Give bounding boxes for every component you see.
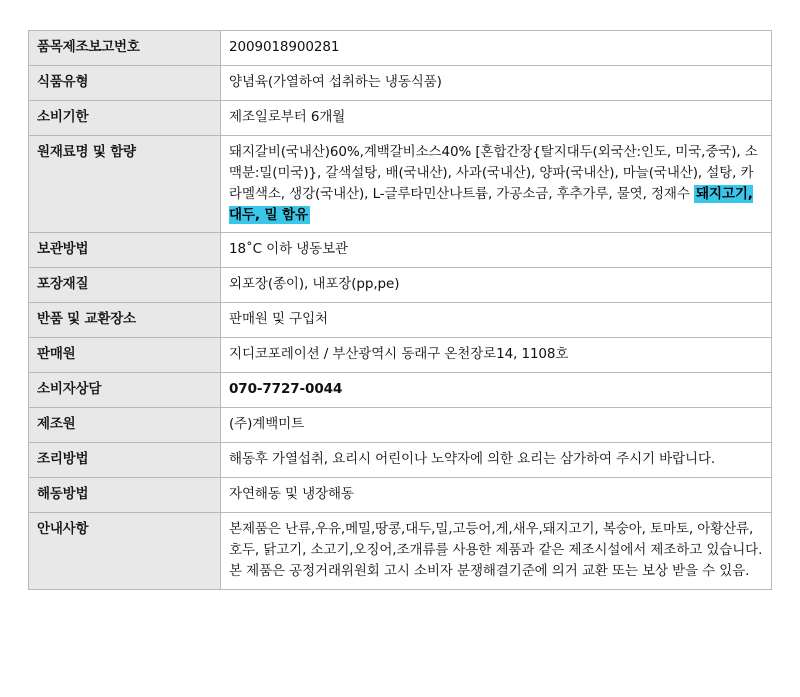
product-info-table xyxy=(28,30,772,590)
row-label-notice: 안내사항 xyxy=(29,512,221,589)
row-label-thawing-method: 해동방법 xyxy=(29,477,221,512)
row-label-item-report-number: 품목제조보고번호 xyxy=(29,31,221,66)
row-value-ingredients xyxy=(221,135,772,233)
ingredients-text: 돼지갈비(국내산)60%,계백갈비소스40% [혼합간장{탈지대두(외국산:인도, 미국,중국), 소맥분:밀(미국)}, 갈색설탕, 배(국내산), 사과(국내산), 양파(국내산), 마늘(국내산), 설탕, 카라멜색소, 생강(국내산), L-글루타민산나트륨, 가공소금, 후추가루, 물엿, 정재수 xyxy=(229,143,758,202)
row-label-cooking-method: 조리방법 xyxy=(29,442,221,477)
table-row xyxy=(29,65,772,100)
row-label-seller: 판매원 xyxy=(29,338,221,373)
row-value-item-report-number: 2009018900281 xyxy=(221,31,772,66)
table-row xyxy=(29,233,772,268)
row-value-notice xyxy=(221,512,772,589)
table-row xyxy=(29,303,772,338)
row-value-food-type: 양념육(가열하여 섭취하는 냉동식품) xyxy=(221,65,772,100)
row-value-storage: 18˚C 이하 냉동보관 xyxy=(221,233,772,268)
table-row xyxy=(29,512,772,589)
row-value-thawing-method: 자연해동 및 냉장해동 xyxy=(221,477,772,512)
row-label-return-exchange: 반품 및 교환장소 xyxy=(29,303,221,338)
row-label-packaging: 포장재질 xyxy=(29,268,221,303)
row-label-customer-service: 소비자상담 xyxy=(29,373,221,408)
table-row xyxy=(29,442,772,477)
row-label-ingredients: 원재료명 및 함량 xyxy=(29,135,221,233)
allergen-highlight: 돼지고기, 대두, 밀 함유 xyxy=(229,185,753,223)
row-value-manufacturer: (주)계백미트 xyxy=(221,408,772,443)
row-value-packaging: 외포장(종이), 내포장(pp,pe) xyxy=(221,268,772,303)
row-value-expiry: 제조일로부터 6개월 xyxy=(221,100,772,135)
row-label-manufacturer: 제조원 xyxy=(29,408,221,443)
row-value-seller: 지디코포레이션 / 부산광역시 동래구 온천장로14, 1108호 xyxy=(221,338,772,373)
row-label-storage: 보관방법 xyxy=(29,233,221,268)
table-row xyxy=(29,373,772,408)
row-label-expiry: 소비기한 xyxy=(29,100,221,135)
table-row xyxy=(29,31,772,66)
table-row xyxy=(29,135,772,233)
notice-line-2: 본 제품은 공정거래위원회 고시 소비자 분쟁해결기준에 의거 교환 또는 보상 받을 수 있음. xyxy=(229,562,750,579)
table-row xyxy=(29,268,772,303)
table-row xyxy=(29,408,772,443)
notice-line-1: 본제품은 난류,우유,메밀,땅콩,대두,밀,고등어,게,새우,돼지고기, 복숭아, 토마토, 아황산류,호두, 닭고기, 소고기,오징어,조개류를 사용한 제품과 같은 제조시설에서 제조하고 있습니다. xyxy=(229,520,763,558)
row-value-return-exchange: 판매원 및 구입처 xyxy=(221,303,772,338)
row-value-customer-service: 070-7727-0044 xyxy=(221,373,772,408)
table-row xyxy=(29,100,772,135)
table-row xyxy=(29,338,772,373)
table-body xyxy=(29,31,772,590)
table-row xyxy=(29,477,772,512)
row-value-cooking-method: 해동후 가열섭취, 요리시 어린이나 노약자에 의한 요리는 삼가하여 주시기 바랍니다. xyxy=(221,442,772,477)
row-label-food-type: 식품유형 xyxy=(29,65,221,100)
